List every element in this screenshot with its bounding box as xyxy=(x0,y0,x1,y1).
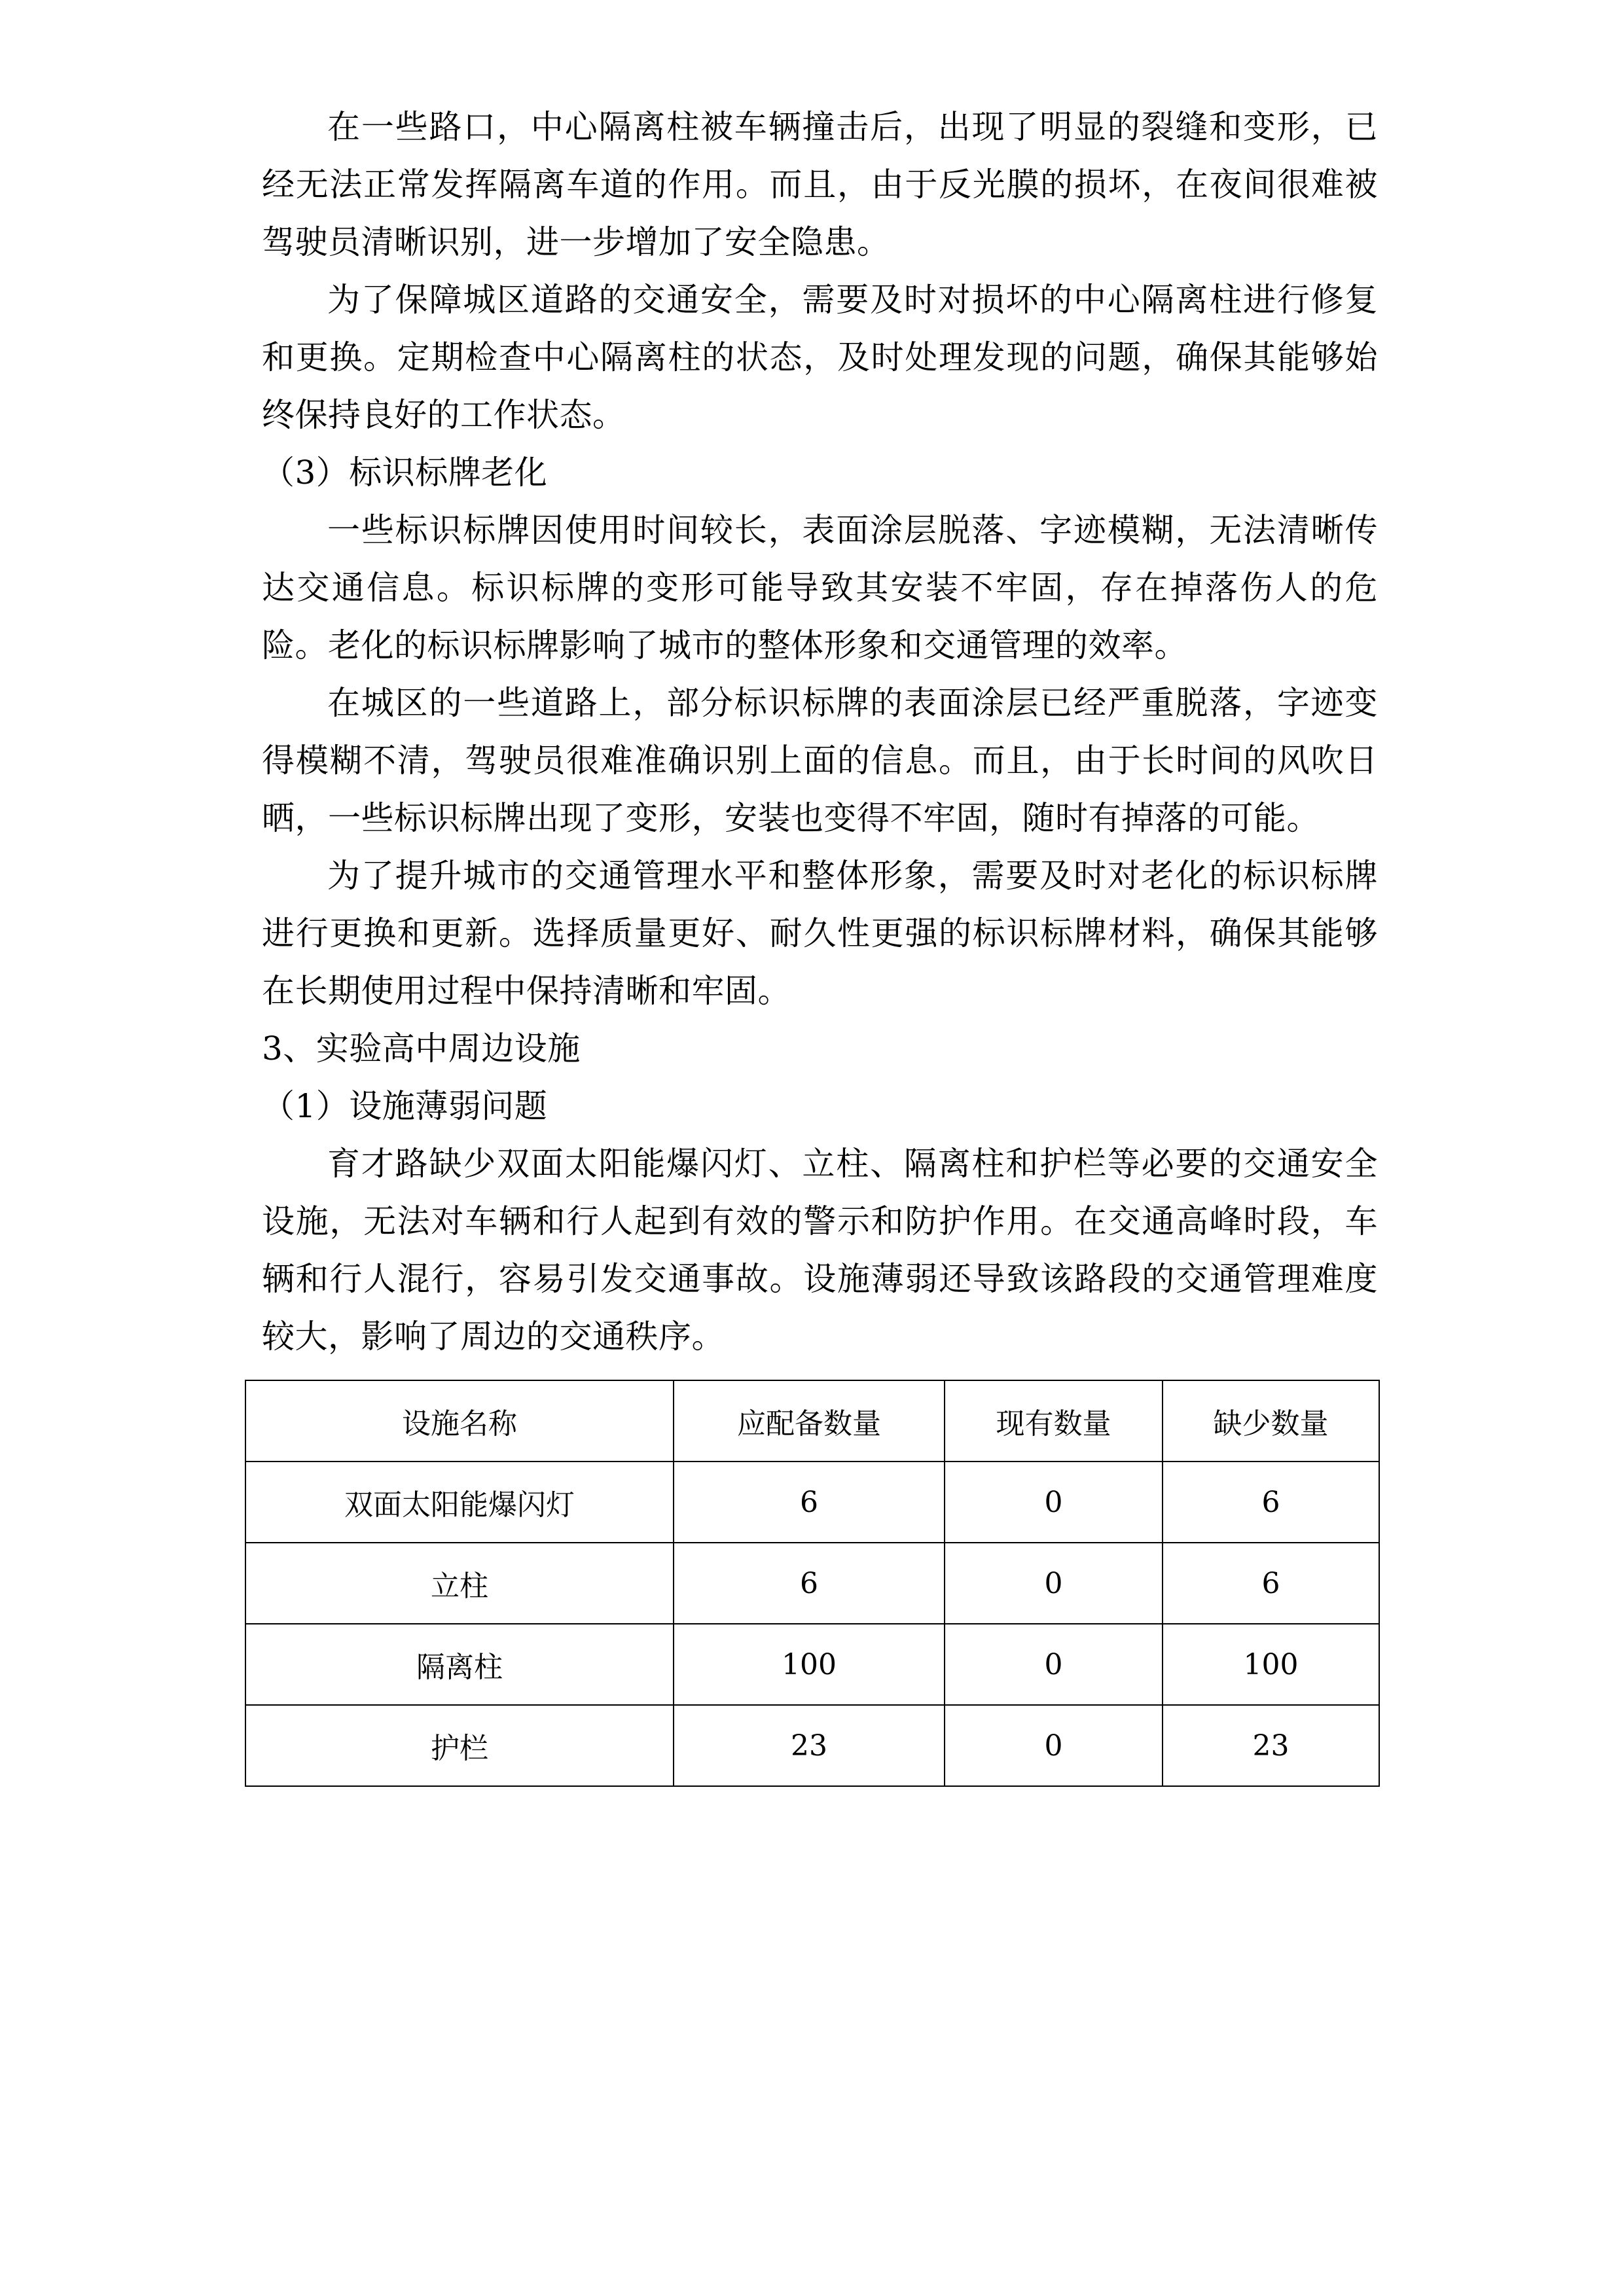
table-row xyxy=(245,1462,1379,1543)
cell-existing-qty: 0 xyxy=(945,1624,1163,1705)
cell-facility-name: 隔离柱 xyxy=(245,1624,674,1705)
table-row xyxy=(245,1705,1379,1786)
cell-missing-qty: 23 xyxy=(1163,1705,1379,1786)
paragraph-sign-coating-peeling: 一些标识标牌因使用时间较长，表面涂层脱落、字迹模糊，无法清晰传达交通信息。标识标牌的变形可能导致其安装不牢固，存在掉落伤人的危险。老化的标识标牌影响了城市的整体形象和交通管理的效率。 xyxy=(262,511,1378,664)
cell-facility-name: 双面太阳能爆闪灯 xyxy=(245,1462,674,1543)
cell-missing-qty: 100 xyxy=(1163,1624,1379,1705)
cell-required-qty: 100 xyxy=(674,1624,945,1705)
table-header-row xyxy=(245,1380,1379,1462)
heading-weak-facility-issue: （1）设施薄弱问题 xyxy=(262,1087,548,1125)
cell-existing-qty: 0 xyxy=(945,1705,1163,1786)
paragraph-yucai-road-missing-facilities: 育才路缺少双面太阳能爆闪灯、立柱、隔离柱和护栏等必要的交通安全设施，无法对车辆和行人起到有效的警示和防护作用。在交通高峰时段，车辆和行人混行，容易引发交通事故。设施薄弱还导致该路段的交通管理难度较大，影响了周边的交通秩序。 xyxy=(262,1145,1378,1355)
cell-missing-qty: 6 xyxy=(1163,1543,1379,1624)
cell-facility-name: 护栏 xyxy=(245,1705,674,1786)
cell-required-qty: 23 xyxy=(674,1705,945,1786)
heading-experimental-high-school-facilities: 3、实验高中周边设施 xyxy=(262,1030,581,1067)
paragraph-upgrade-signs: 为了提升城市的交通管理水平和整体形象，需要及时对老化的标识标牌进行更换和更新。选择质量更好、耐久性更强的标识标牌材料，确保其能够在长期使用过程中保持清晰和牢固。 xyxy=(262,857,1378,1010)
table-row xyxy=(245,1624,1379,1705)
table-header-missing-qty: 缺少数量 xyxy=(1163,1380,1379,1462)
cell-required-qty: 6 xyxy=(674,1543,945,1624)
table-row xyxy=(245,1543,1379,1624)
paragraph-repair-and-replace: 为了保障城区道路的交通安全，需要及时对损坏的中心隔离柱进行修复和更换。定期检查中心隔离柱的状态，及时处理发现的问题，确保其能够始终保持良好的工作状态。 xyxy=(262,281,1378,434)
paragraph-urban-road-signs: 在城区的一些道路上，部分标识标牌的表面涂层已经严重脱落，字迹变得模糊不清，驾驶员很难准确识别上面的信息。而且，由于长时间的风吹日晒，一些标识标牌出现了变形，安装也变得不牢固，随时有掉落的可能。 xyxy=(262,684,1378,837)
cell-existing-qty: 0 xyxy=(945,1543,1163,1624)
paragraph-road-intersection-damage: 在一些路口，中心隔离柱被车辆撞击后，出现了明显的裂缝和变形，已经无法正常发挥隔离车道的作用。而且，由于反光膜的损坏，在夜间很难被驾驶员清晰识别，进一步增加了安全隐患。 xyxy=(262,108,1378,261)
cell-missing-qty: 6 xyxy=(1163,1462,1379,1543)
heading-sign-aging: （3）标识标牌老化 xyxy=(262,454,548,492)
cell-existing-qty: 0 xyxy=(945,1462,1163,1543)
cell-facility-name: 立柱 xyxy=(245,1543,674,1624)
table-header-facility-name: 设施名称 xyxy=(245,1380,674,1462)
cell-required-qty: 6 xyxy=(674,1462,945,1543)
table-header-existing-qty: 现有数量 xyxy=(945,1380,1163,1462)
facility-shortage-table xyxy=(245,1380,1380,1787)
table-header-required-qty: 应配备数量 xyxy=(674,1380,945,1462)
